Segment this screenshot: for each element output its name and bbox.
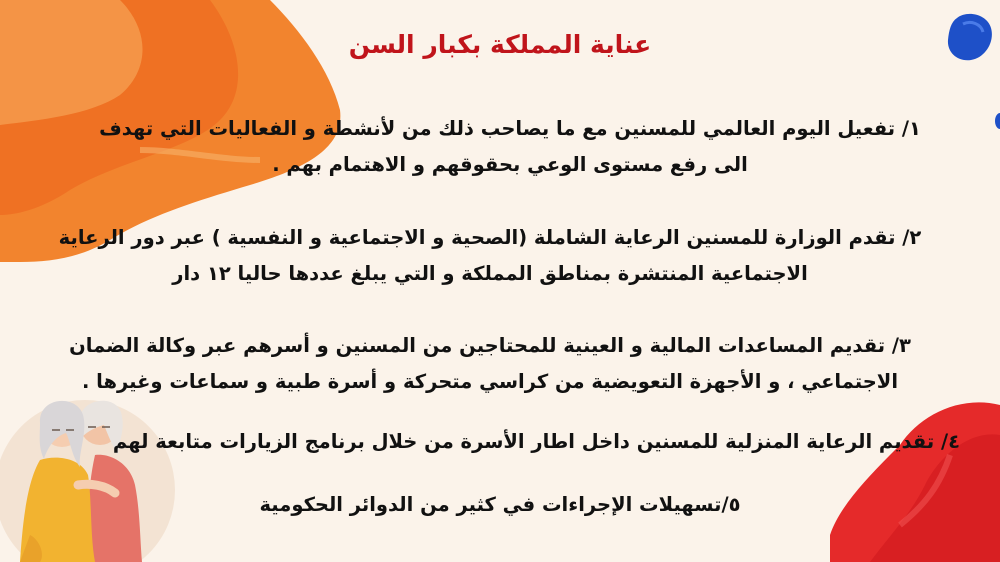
- point-2-line-1: ٢/ تقدم الوزارة للمسنين الرعاية الشاملة (الصحية و الاجتماعية و النفسية ) عبر دور الرعاية: [58, 226, 922, 249]
- point-1: [90, 111, 930, 183]
- point-5: [200, 487, 800, 523]
- point-1-line-2: الى رفع مستوى الوعي بحقوقهم و الاهتمام بهم .: [272, 153, 748, 176]
- point-2: [20, 220, 960, 292]
- point-1-line-1: ١/ تفعيل اليوم العالمي للمسنين مع ما يصاحب ذلك من لأنشطة و الفعاليات التي تهدف: [99, 117, 921, 140]
- point-4-line-1: ٤/ تقديم الرعاية المنزلية للمسنين داخل اطار الأسرة من خلال برنامج الزيارات متابعة لهم: [112, 430, 960, 453]
- red-paint-splash: [830, 395, 1000, 562]
- point-4: [112, 424, 960, 460]
- elderly-women-illustration: [0, 375, 190, 562]
- blue-paint-dot: [992, 112, 1000, 130]
- point-2-line-2: الاجتماعية المنتشرة بمناطق المملكة و التي يبلغ عددها حاليا ١٢ دار: [172, 262, 808, 285]
- point-3: [40, 328, 940, 400]
- slide-title: عناية المملكة بكبار السن: [348, 30, 652, 59]
- point-3-line-1: ٣/ تقديم المساعدات المالية و العينية للمحتاجين من المسنين و أسرهم عبر وكالة الضمان: [69, 334, 911, 357]
- point-3-line-2: الاجتماعي ، و الأجهزة التعويضية من كراسي متحركة و أسرة طبية و سماعات وغيرها .: [81, 370, 899, 393]
- point-5-line-1: ٥/تسهيلات الإجراءات في كثير من الدوائر الحكومية: [259, 493, 741, 516]
